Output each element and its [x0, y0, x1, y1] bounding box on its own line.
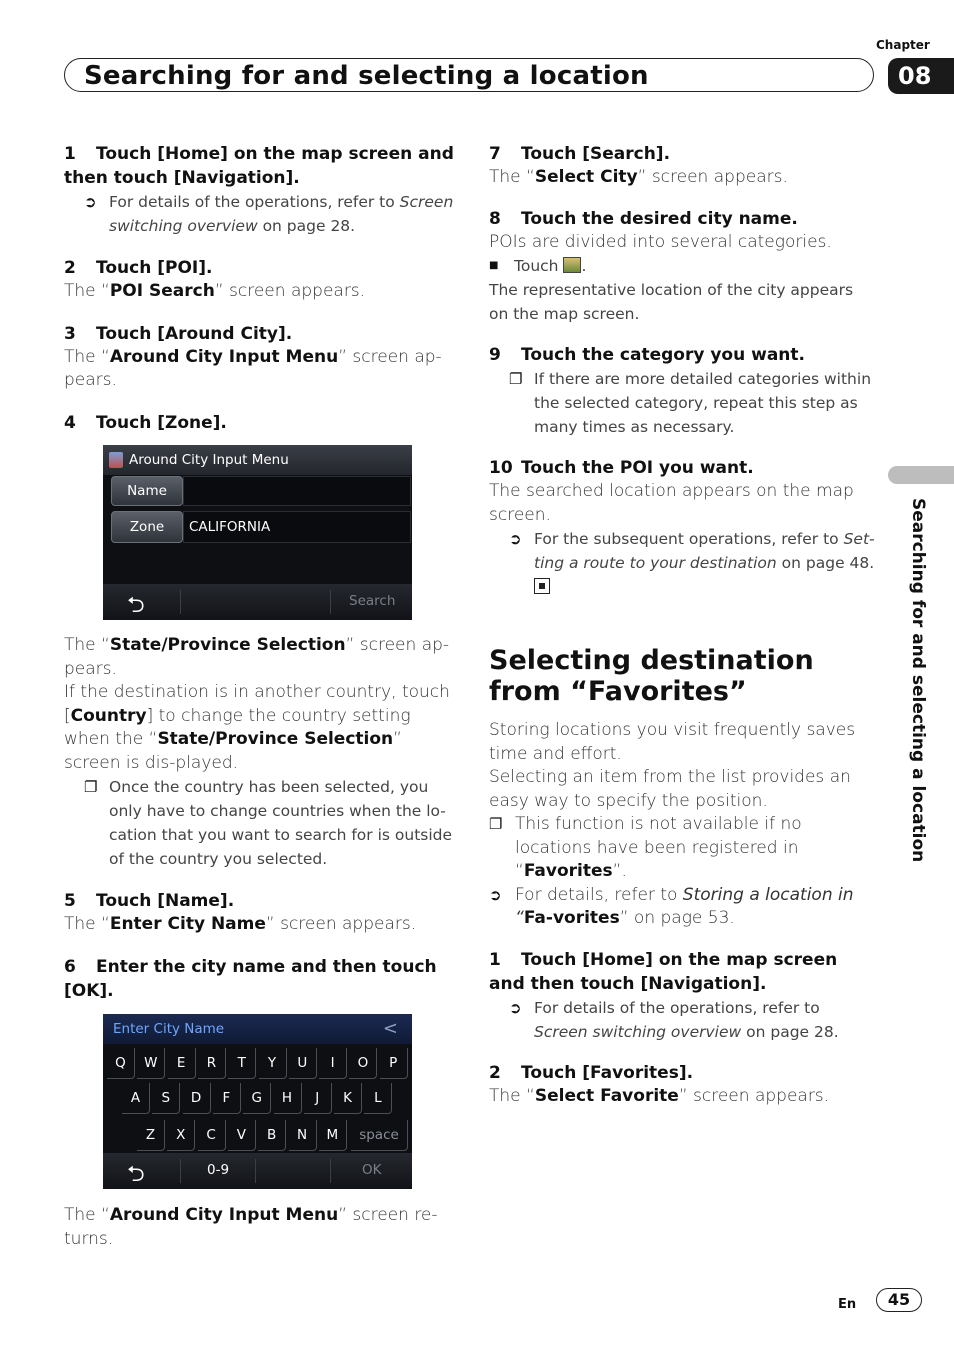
- key-b[interactable]: B: [258, 1120, 286, 1151]
- section-p1: Storing locations you visit frequently saves time and effort.: [489, 720, 856, 764]
- space-key[interactable]: space: [351, 1120, 408, 1151]
- screen-title-bar: Enter City Name <: [103, 1014, 412, 1044]
- key-l[interactable]: L: [364, 1083, 392, 1114]
- step-1b-note: ➲ For details of the operations, refer to Screen switching overview on page 28.: [489, 996, 875, 1044]
- enter-city-name-screenshot: [103, 1014, 412, 1189]
- backspace-icon[interactable]: <: [382, 1018, 398, 1039]
- side-tab-text: Searching for and selecting a location: [908, 498, 928, 863]
- step-3: 3 Touch [Around City].: [64, 323, 293, 344]
- step-2-body: The “POI Search” screen appears.: [64, 281, 366, 301]
- key-o[interactable]: O: [349, 1048, 377, 1079]
- numeric-mode-button[interactable]: 0-9: [207, 1162, 230, 1178]
- checkbox-note-icon: ❐: [489, 815, 503, 833]
- step-1: 1 Touch [Home] on the map screen and then touch [Navigation].: [64, 144, 454, 188]
- key-p[interactable]: P: [380, 1048, 408, 1079]
- divider: [180, 1159, 181, 1183]
- map-icon: [563, 257, 581, 273]
- key-j[interactable]: J: [304, 1083, 332, 1114]
- arrow-note-icon: ➲: [509, 530, 522, 548]
- checkbox-note-icon: ❐: [84, 778, 98, 796]
- arrow-note-icon: ➲: [489, 885, 502, 904]
- key-k[interactable]: K: [334, 1083, 362, 1114]
- key-n[interactable]: N: [289, 1120, 317, 1151]
- end-mark-icon: [534, 578, 550, 594]
- country-note: ❐ Once the country has been selected, you only have to change countries when the lo-cation that you want to search for is outside of the country you selected.: [64, 775, 456, 871]
- key-t[interactable]: T: [228, 1048, 256, 1079]
- step-10: 10 Touch the POI you want.: [489, 458, 754, 478]
- side-tab-marker: [888, 466, 954, 484]
- chapter-label: Chapter: [876, 38, 930, 52]
- key-a[interactable]: A: [122, 1083, 150, 1114]
- section-note1: ❐ This function is not available if no locations have been registered in “Favorites”.: [489, 814, 802, 881]
- step-4: 4 Touch [Zone].: [64, 412, 227, 433]
- zone-field[interactable]: CALIFORNIA: [183, 511, 411, 543]
- step-9: 9 Touch the category you want.: [489, 345, 805, 365]
- step-8-body: POIs are divided into several categories.: [489, 231, 832, 252]
- key-q[interactable]: Q: [107, 1048, 135, 1079]
- section-p2: Selecting an item from the list provides an easy way to specify the position.: [489, 767, 851, 811]
- zone-button[interactable]: Zone: [111, 511, 183, 543]
- country-text: If the destination is in another country, touch [Country] to change the country setting when the “State/Province Selection” screen is dis-played.: [64, 682, 450, 773]
- key-z[interactable]: Z: [137, 1120, 165, 1151]
- chapter-number-badge: 08: [888, 58, 954, 94]
- page-number: 45: [876, 1288, 922, 1312]
- name-field[interactable]: [183, 476, 411, 506]
- key-r[interactable]: R: [198, 1048, 226, 1079]
- arrow-note-icon: ➲: [509, 998, 522, 1017]
- step-8: 8 Touch the desired city name.: [489, 208, 798, 229]
- screen-title-bar: Around City Input Menu: [103, 445, 412, 475]
- step-2b: 2 Touch [Favorites].: [489, 1062, 694, 1083]
- divider: [180, 590, 181, 614]
- key-u[interactable]: U: [289, 1048, 317, 1079]
- step-1b: 1 Touch [Home] on the map screen and then touch [Navigation].: [489, 949, 838, 994]
- divider: [255, 1159, 256, 1183]
- key-h[interactable]: H: [274, 1083, 302, 1114]
- name-button[interactable]: Name: [111, 476, 183, 506]
- step-2b-body: The “Select Favorite” screen appears.: [489, 1085, 830, 1106]
- back-arrow-icon[interactable]: ⮌: [127, 1162, 145, 1187]
- key-s[interactable]: S: [152, 1083, 180, 1114]
- key-v[interactable]: V: [228, 1120, 256, 1151]
- screen-bottom-bar: [103, 1153, 412, 1189]
- key-e[interactable]: E: [168, 1048, 196, 1079]
- page-title: Searching for and selecting a location: [84, 61, 649, 91]
- arrow-note-icon: ➲: [84, 193, 97, 211]
- step-7-body: The “Select City” screen appears.: [489, 167, 788, 187]
- back-arrow-icon[interactable]: ⮌: [127, 593, 145, 618]
- step-1-note: ➲ For details of the operations, refer to Screen switching overview on page 28.: [64, 190, 454, 238]
- step-10-body: The searched location appears on the map screen.: [489, 481, 854, 525]
- divider: [330, 1159, 331, 1183]
- divider: [330, 590, 331, 614]
- step-2: 2 Touch [POI].: [64, 258, 213, 278]
- key-w[interactable]: W: [137, 1048, 165, 1079]
- section-heading: Selecting destination from “Favorites”: [489, 645, 814, 707]
- key-d[interactable]: D: [183, 1083, 211, 1114]
- bullet-square-icon: ■: [489, 260, 499, 271]
- left-column-cont: [64, 634, 456, 1003]
- around-city-input-menu-screenshot: [103, 445, 412, 620]
- key-c[interactable]: C: [198, 1120, 226, 1151]
- step-6: 6 Enter the city name and then touch [OK].: [64, 956, 437, 1001]
- language-label: En: [838, 1297, 857, 1312]
- screen-returns-text: The “Around City Input Menu” screen re-turns.: [64, 1205, 438, 1249]
- checkbox-note-icon: ❐: [509, 370, 523, 388]
- key-i[interactable]: I: [319, 1048, 347, 1079]
- ok-button[interactable]: OK: [362, 1162, 382, 1178]
- left-column: [64, 142, 454, 435]
- step-8-bullet: ■ Touch .: [489, 254, 875, 278]
- step-3-body: The “Around City Input Menu” screen ap-pears.: [64, 346, 442, 390]
- screen-bottom-bar: [103, 584, 412, 620]
- step-10-note: ➲ For the subsequent operations, refer to Set-ting a route to your destination on page 48.: [489, 527, 875, 599]
- step-5-body: The “Enter City Name” screen appears.: [64, 914, 417, 934]
- menu-icon: [109, 452, 123, 468]
- key-x[interactable]: X: [167, 1120, 195, 1151]
- key-g[interactable]: G: [243, 1083, 271, 1114]
- right-column: [489, 142, 875, 1108]
- search-button[interactable]: Search: [349, 593, 396, 609]
- state-selection-text: The “State/Province Selection” screen ap-pears.: [64, 635, 450, 679]
- section-note2: ➲ For details, refer to Storing a location in “Fa-vorites” on page 53.: [489, 884, 854, 928]
- step-8-body2: The representative location of the city appears on the map screen.: [489, 281, 854, 323]
- key-f[interactable]: F: [213, 1083, 241, 1114]
- step-9-note: ❐ If there are more detailed categories within the selected category, repeat this step as many times as necessary.: [489, 367, 875, 439]
- step-5: 5 Touch [Name].: [64, 891, 235, 911]
- key-y[interactable]: Y: [259, 1048, 287, 1079]
- key-m[interactable]: M: [319, 1120, 347, 1151]
- step-7: 7 Touch [Search].: [489, 144, 671, 164]
